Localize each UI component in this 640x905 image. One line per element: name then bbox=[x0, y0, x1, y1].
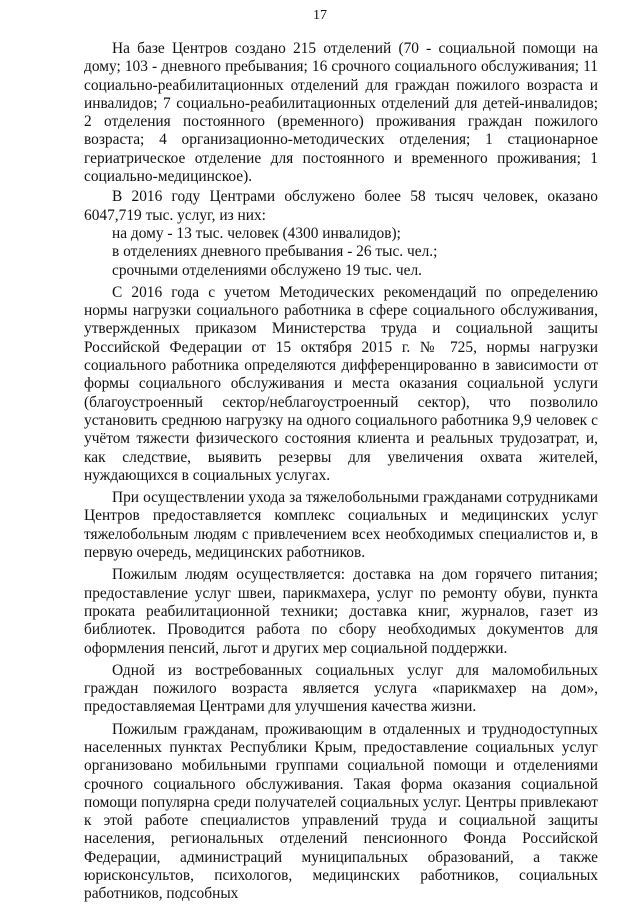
list-item-home: на дому - 13 тыс. человек (4300 инвалидов); bbox=[112, 224, 401, 242]
paragraph-elderly-services: Пожилым людям осуществляется: доставка на дом горячего питания; предоставление услуг швеи, парикмахера, услуг по ремонту обуви, пункта проката реабилитационной техники; доставка книг, журналов, газет из библиотек. Проводится работа по сбору необходимых документов для оформления пенсий, льгот и других мер социальной поддержки. bbox=[84, 566, 598, 657]
paragraph-departments: На базе Центров создано 215 отделений (70 - социальной помощи на дому; 103 - дневного пребывания; 16 срочного социального обслуживания; 11 социально-реабилитационных отделений для граждан пожилого возраста и инвалидов; 7 социально-реабилитационных отделений для детей-инвалидов; 2 отделения постоянного (временного) проживания граждан пожилого возраста; 4 организационно-методических отделения; 1 стационарное гериатрическое отделение для постоянного и временного проживания; 1 социально-медицинское). bbox=[84, 40, 598, 186]
page-number: 17 bbox=[313, 8, 327, 23]
paragraph-care-seriously-ill: При осуществлении ухода за тяжелобольными гражданами сотрудниками Центров предоставляется комплекс социальных и медицинских услуг тяжелобольным людям с привлечением всех необходимых специалистов и, в первую очередь, медицинских работников. bbox=[84, 489, 598, 562]
paragraph-hairdresser-service: Одной из востребованных социальных услуг для маломобильных граждан пожилого возраста является услуга «парикмахер на дом», предоставляемая Центрами для улучшения качества жизни. bbox=[84, 661, 598, 716]
paragraph-mobile-groups: Пожилым гражданам, проживающим в отдаленных и труднодоступных населенных пунктах Республики Крым, предоставление социальных услуг организовано мобильными группами социальной помощи и отделениями срочного социального обслуживания. Такая форма оказания социальной помощи популярна среди получателей социальных услуг. Центры привлекают к этой работе специалистов управлений труда и социальной защиты населения, региональных отделений пенсионного Фонда Российской Федерации, администраций муниципальных образований, а также юрисконсультов, психологов, медицинских работников, социальных работников, подсобных bbox=[84, 720, 598, 903]
paragraph-workload-norms: С 2016 года с учетом Методических рекомендаций по определению нормы нагрузки социального работника в сфере социального обслуживания, утвержденных приказом Министерства труда и социальной защиты Российской Федерации от 15 октября 2015 г. № 725, нормы нагрузки социального работника определяются дифференцированно в зависимости от формы социального обслуживания и места оказания социальной услуги (благоустроенный сектор/неблагоустроенный сектор), что позволило установить среднюю нагрузку на одного социального работника 9,9 человек с учётом тяжести физического состояния клиента и реальных трудозатрат, и, как следствие, выявить резервы для увеличения охвата жителей, нуждающихся в социальных услугах. bbox=[84, 283, 598, 484]
document-body bbox=[84, 40, 598, 904]
list-item-urgent: срочными отделениями обслужено 19 тыс. чел. bbox=[112, 261, 423, 279]
paragraph-served-2016: В 2016 году Центрами обслужено более 58 тысяч человек, оказано 6047,719 тыс. услуг, из них: bbox=[84, 188, 598, 224]
list-item-day-stay: в отделениях дневного пребывания - 26 тыс. чел.; bbox=[112, 243, 438, 261]
